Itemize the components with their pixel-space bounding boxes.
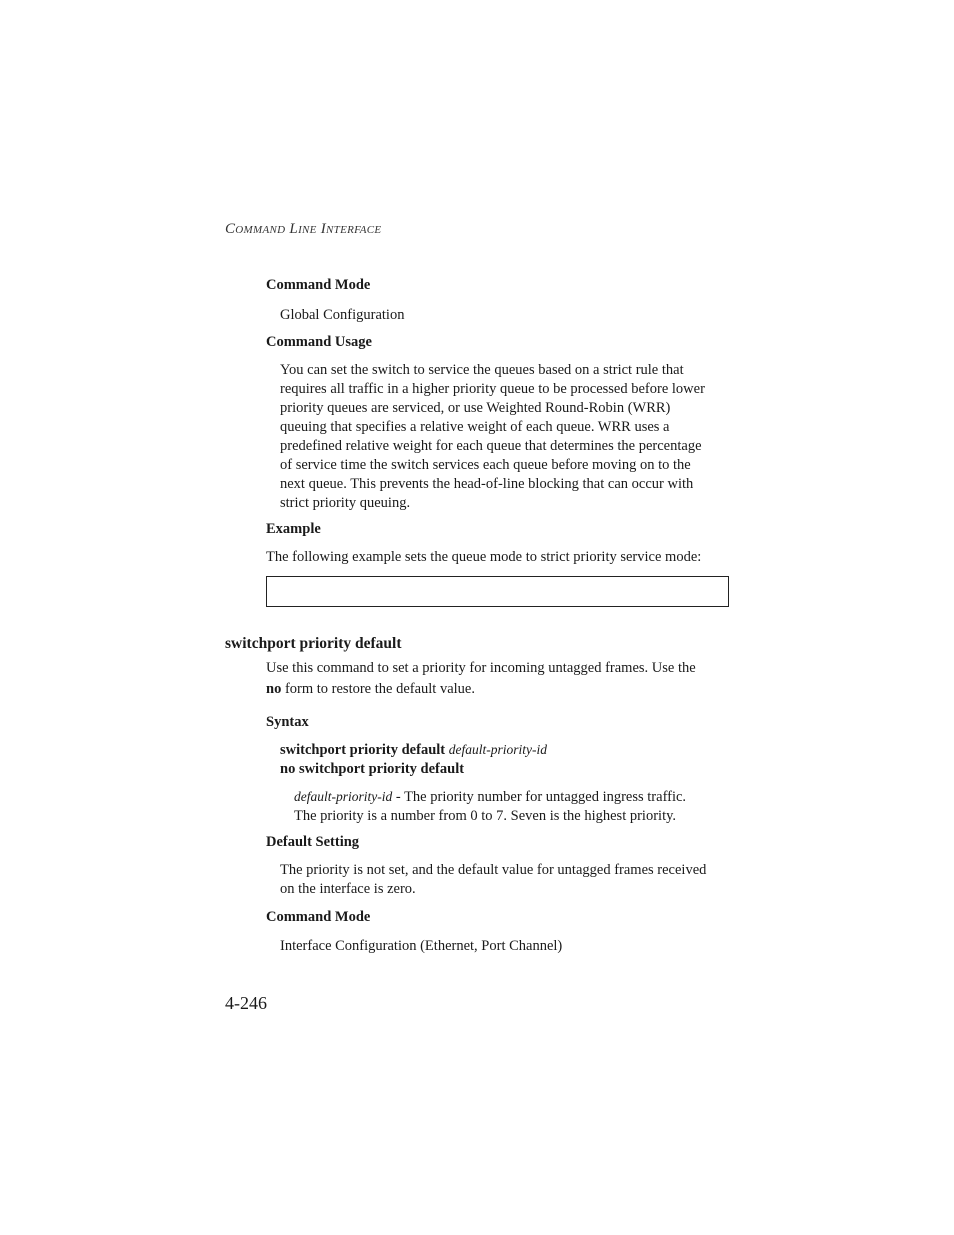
parameter-name: default-priority-id — [294, 789, 393, 804]
usage-line: requires all traffic in a higher priority queue to be processed before lower — [280, 381, 705, 397]
example-code-box — [266, 576, 729, 607]
command-usage-heading: Command Usage — [266, 334, 372, 350]
example-text: The following example sets the queue mode to strict priority service mode: — [266, 549, 702, 565]
parameter-line — [294, 787, 734, 807]
description-line — [266, 680, 736, 699]
default-line: on the interface is zero. — [280, 881, 416, 897]
command-mode-heading: Command Mode — [266, 277, 371, 293]
parameter-line: The priority is a number from 0 to 7. Seven is the highest priority. — [294, 808, 677, 824]
running-header: Command Line Interface — [225, 221, 382, 237]
default-setting-heading: Default Setting — [266, 834, 360, 850]
no-keyword: no — [266, 681, 282, 697]
usage-line: queuing that specifies a relative weight of each queue. WRR uses a — [280, 419, 670, 435]
example-heading: Example — [266, 521, 321, 537]
syntax-parameter: default-priority-id — [448, 742, 547, 757]
command-mode-text: Global Configuration — [280, 307, 405, 323]
syntax-command-1 — [280, 742, 547, 759]
usage-line: strict priority queuing. — [280, 495, 411, 511]
usage-line: predefined relative weight for each queue that determines the percentage — [280, 438, 702, 454]
page-number: 4-246 — [225, 993, 267, 1013]
command-mode-heading-2: Command Mode — [266, 909, 371, 925]
description-rest: form to restore the default value. — [281, 681, 475, 697]
syntax-heading: Syntax — [266, 714, 309, 730]
usage-line: priority queues are serviced, or use Weighted Round-Robin (WRR) — [280, 400, 671, 416]
syntax-command-text: switchport priority default — [280, 742, 446, 758]
usage-line: next queue. This prevents the head-of-line blocking that can occur with — [280, 476, 694, 492]
command-mode-text-2: Interface Configuration (Ethernet, Port Channel) — [280, 938, 563, 954]
default-setting-text — [280, 861, 740, 899]
syntax-command-2: no switchport priority default — [280, 761, 465, 777]
section-title: switchport priority default — [225, 635, 402, 652]
usage-line: You can set the switch to service the queues based on a strict rule that — [280, 362, 684, 378]
usage-line: of service time the switch services each queue before moving on to the — [280, 457, 691, 473]
parameter-text: - The priority number for untagged ingress traffic. — [392, 789, 687, 805]
command-usage-paragraph — [280, 361, 740, 513]
default-line: The priority is not set, and the default value for untagged frames received — [280, 862, 707, 878]
section-description — [266, 659, 736, 699]
parameter-description — [294, 787, 734, 826]
description-line: Use this command to set a priority for incoming untagged frames. Use the — [266, 660, 696, 676]
